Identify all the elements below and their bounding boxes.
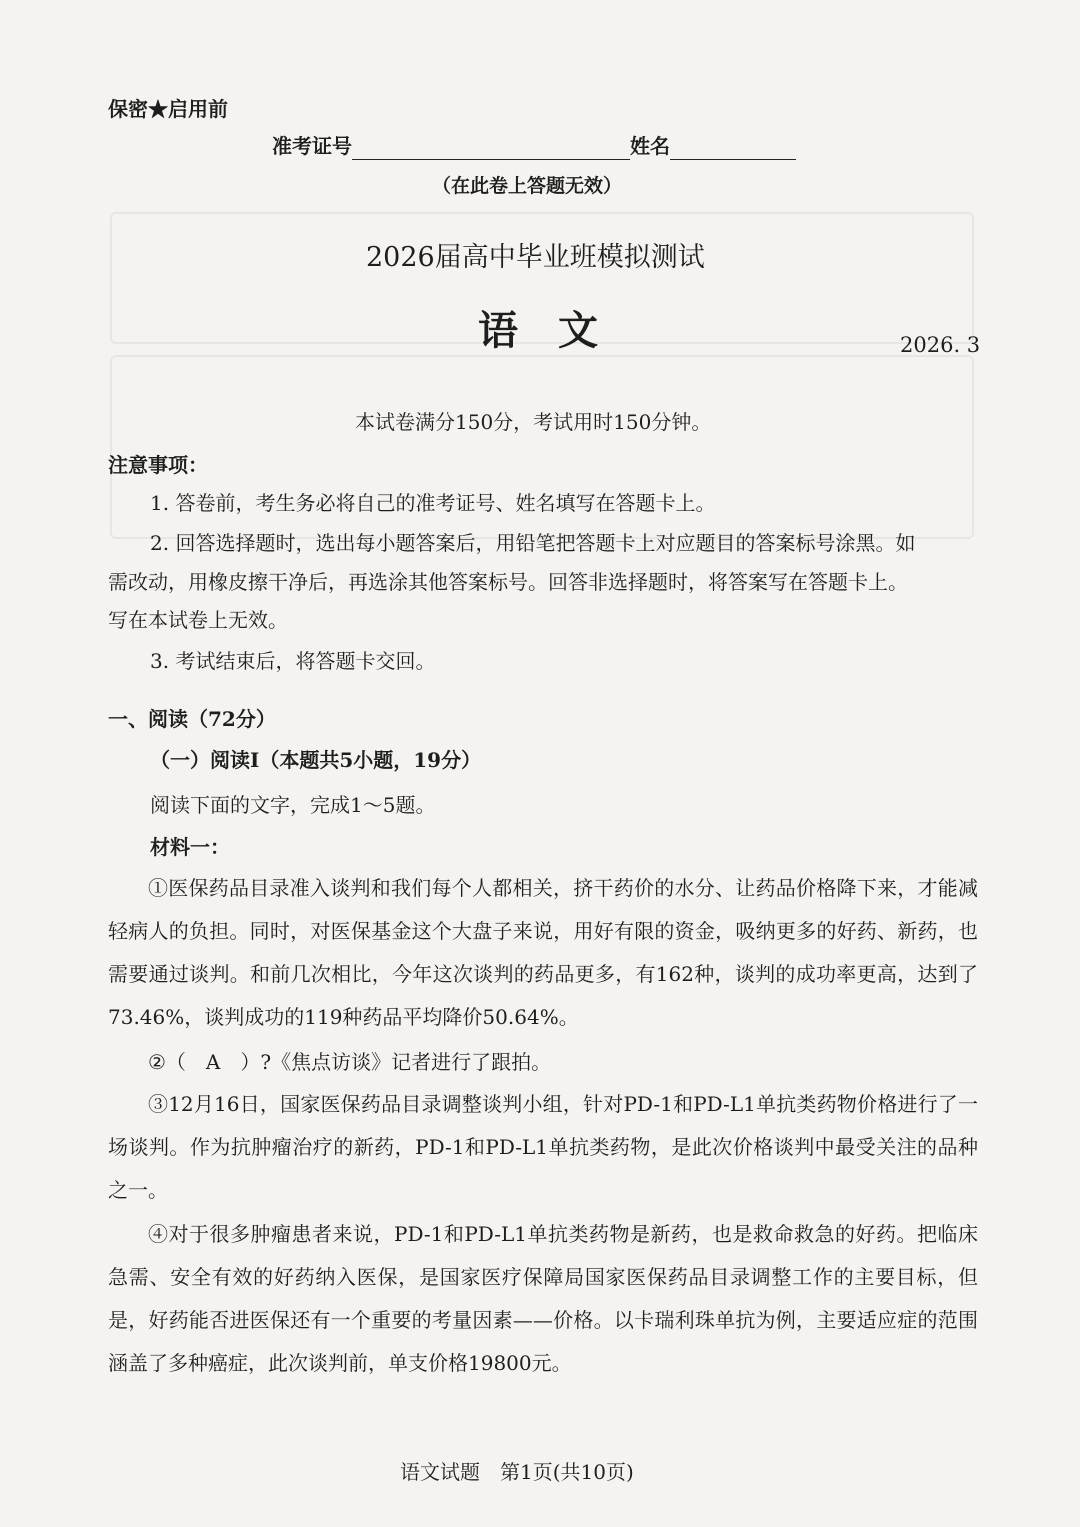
exam-date: 2026. 3 bbox=[900, 333, 981, 357]
notice-heading: 注意事项： bbox=[108, 453, 208, 477]
subject-title: 语 文 bbox=[478, 307, 598, 354]
score-line: 本试卷满分150分，考试用时150分钟。 bbox=[355, 410, 712, 434]
passage-paragraph-2: ②（ A ）?《焦点访谈》记者进行了跟拍。 bbox=[148, 1050, 552, 1074]
confidential-label: 保密★启用前 bbox=[108, 97, 228, 121]
invalid-answer-note: （在此卷上答题无效） bbox=[432, 175, 623, 197]
exam-number-label: 准考证号 bbox=[272, 134, 352, 158]
exam-number-row bbox=[272, 132, 796, 160]
paragraph-4-text: ④对于很多肿瘤患者来说，PD-1和PD-L1单抗类药物是新药，也是救命救急的好药。把临床急需、安全有效的好药纳入医保，是国家医疗保障局国家医保药品目录调整工作的主要目标，但是，好药能否进医保还有一个重要的考量因素——价格。以卡瑞利珠单抗为例，主要适应症的范围涵盖了多种癌症，此次谈判前，单支价格19800元。 bbox=[108, 1222, 978, 1375]
passage-paragraph-1 bbox=[108, 867, 978, 1039]
material-label: 材料一： bbox=[150, 835, 230, 859]
page-footer: 语文试题 第1页(共10页) bbox=[400, 1460, 634, 1484]
reading-instruction: 阅读下面的文字，完成1～5题。 bbox=[150, 793, 436, 817]
section-heading: 一、阅读（72分） bbox=[108, 707, 276, 731]
notice-item-2-line-1: 2. 回答选择题时，选出每小题答案后，用铅笔把答题卡上对应题目的答案标号涂黑。如 bbox=[150, 531, 916, 555]
passage-paragraph-4 bbox=[108, 1213, 978, 1385]
passage-paragraph-3 bbox=[108, 1083, 978, 1212]
paragraph-3-text: ③12月16日，国家医保药品目录调整谈判小组，针对PD-1和PD-L1单抗类药物价格进行了一场谈判。作为抗肿瘤治疗的新药，PD-1和PD-L1单抗类药物，是此次价格谈判中最受关注的品种之一。 bbox=[108, 1092, 978, 1202]
notice-item-2-line-2: 需改动，用橡皮擦干净后，再选涂其他答案标号。回答非选择题时，将答案写在答题卡上。 bbox=[108, 570, 908, 594]
exam-number-field[interactable] bbox=[352, 137, 630, 160]
name-field[interactable] bbox=[670, 137, 796, 160]
subsection-heading: （一）阅读Ⅰ（本题共5小题，19分） bbox=[150, 748, 482, 772]
paragraph-1-text: ①医保药品目录准入谈判和我们每个人都相关，挤干药价的水分、让药品价格降下来，才能减轻病人的负担。同时，对医保基金这个大盘子来说，用好有限的资金，吸纳更多的好药、新药，也需要通过谈判。和前几次相比，今年这次谈判的药品更多，有162种，谈判的成功率更高，达到了73.46%，谈判成功的119种药品平均降价50.64%。 bbox=[108, 876, 978, 1029]
notice-item-1: 1. 答卷前，考生务必将自己的准考证号、姓名填写在答题卡上。 bbox=[150, 491, 716, 515]
exam-title: 2026届高中毕业班模拟测试 bbox=[366, 242, 705, 273]
notice-item-3: 3. 考试结束后，将答题卡交回。 bbox=[150, 649, 436, 673]
name-label: 姓名 bbox=[630, 134, 670, 158]
notice-item-2-line-3: 写在本试卷上无效。 bbox=[108, 608, 288, 632]
